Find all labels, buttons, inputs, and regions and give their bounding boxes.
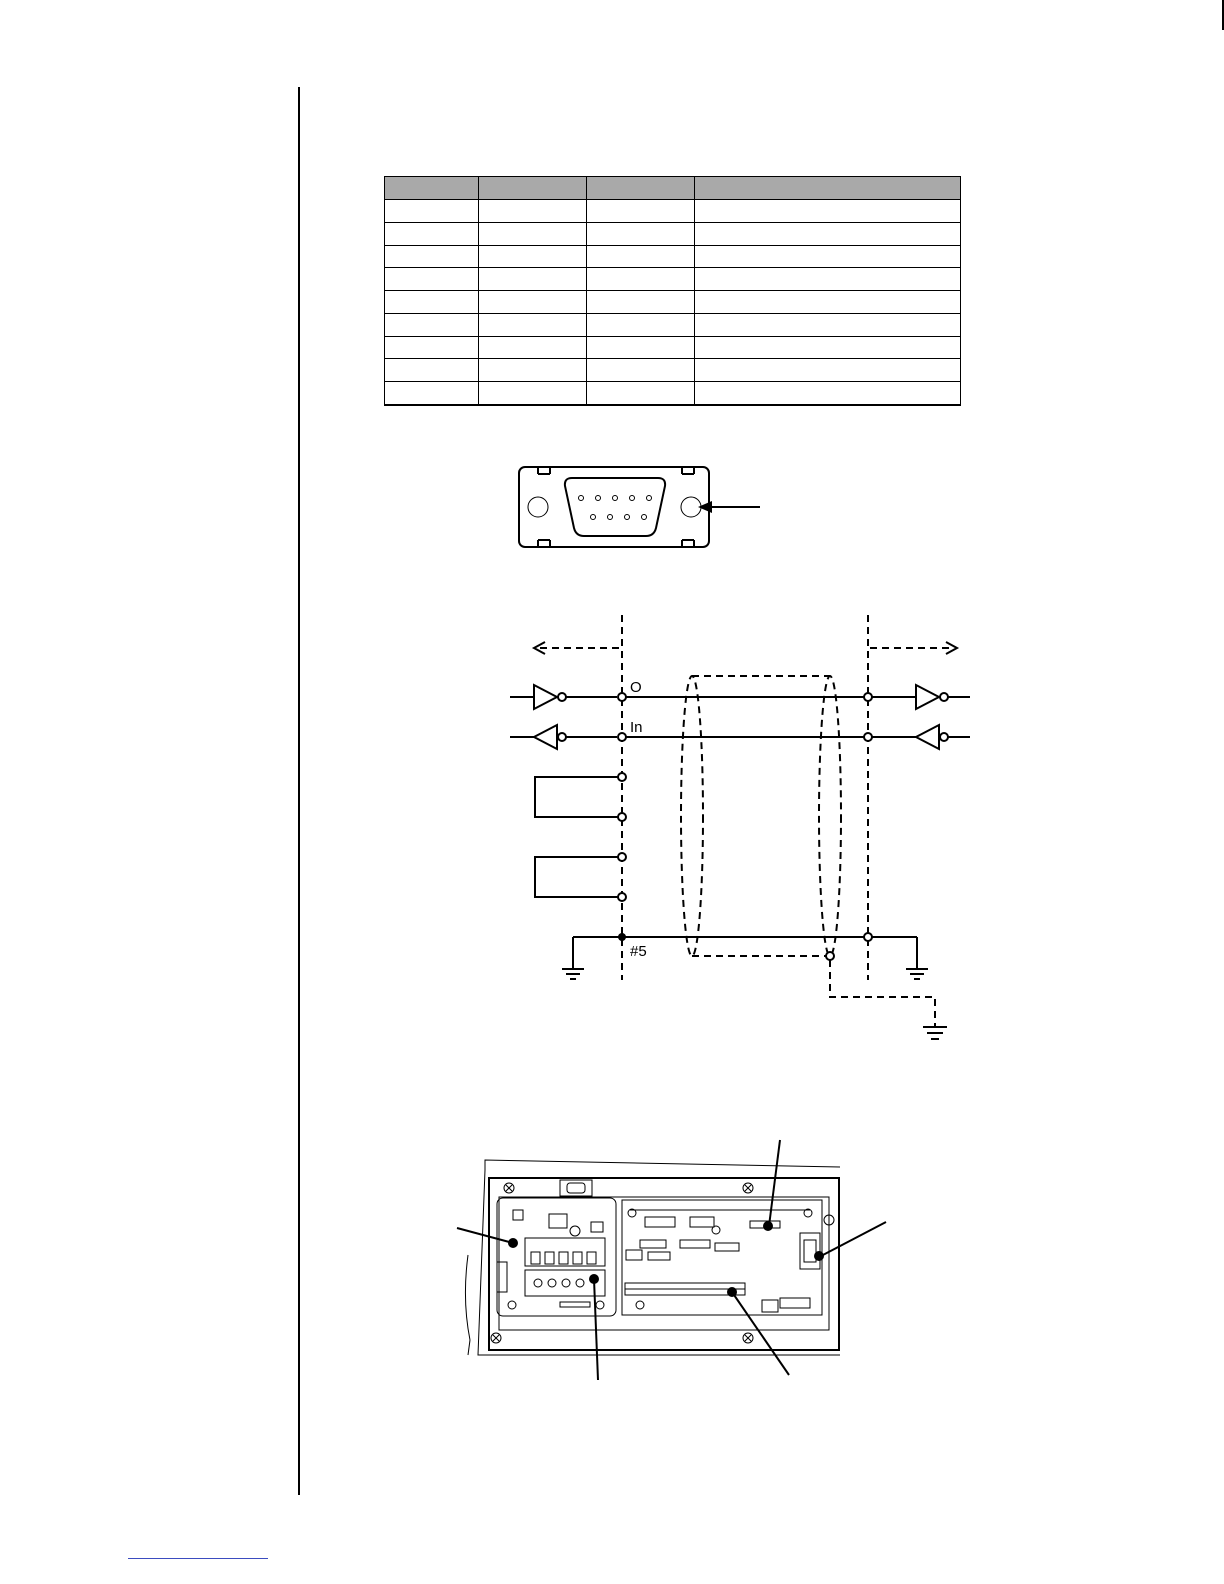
gnd-pin-label: #5 bbox=[630, 943, 647, 960]
screws bbox=[491, 1183, 834, 1343]
main-control-board bbox=[622, 1200, 824, 1315]
in-label: In bbox=[630, 719, 643, 736]
out-label: O bbox=[630, 679, 642, 696]
housing-outline bbox=[465, 1160, 840, 1355]
latch bbox=[560, 1180, 592, 1196]
power-terminal-board bbox=[497, 1198, 616, 1316]
footnote-rule bbox=[128, 1558, 268, 1559]
